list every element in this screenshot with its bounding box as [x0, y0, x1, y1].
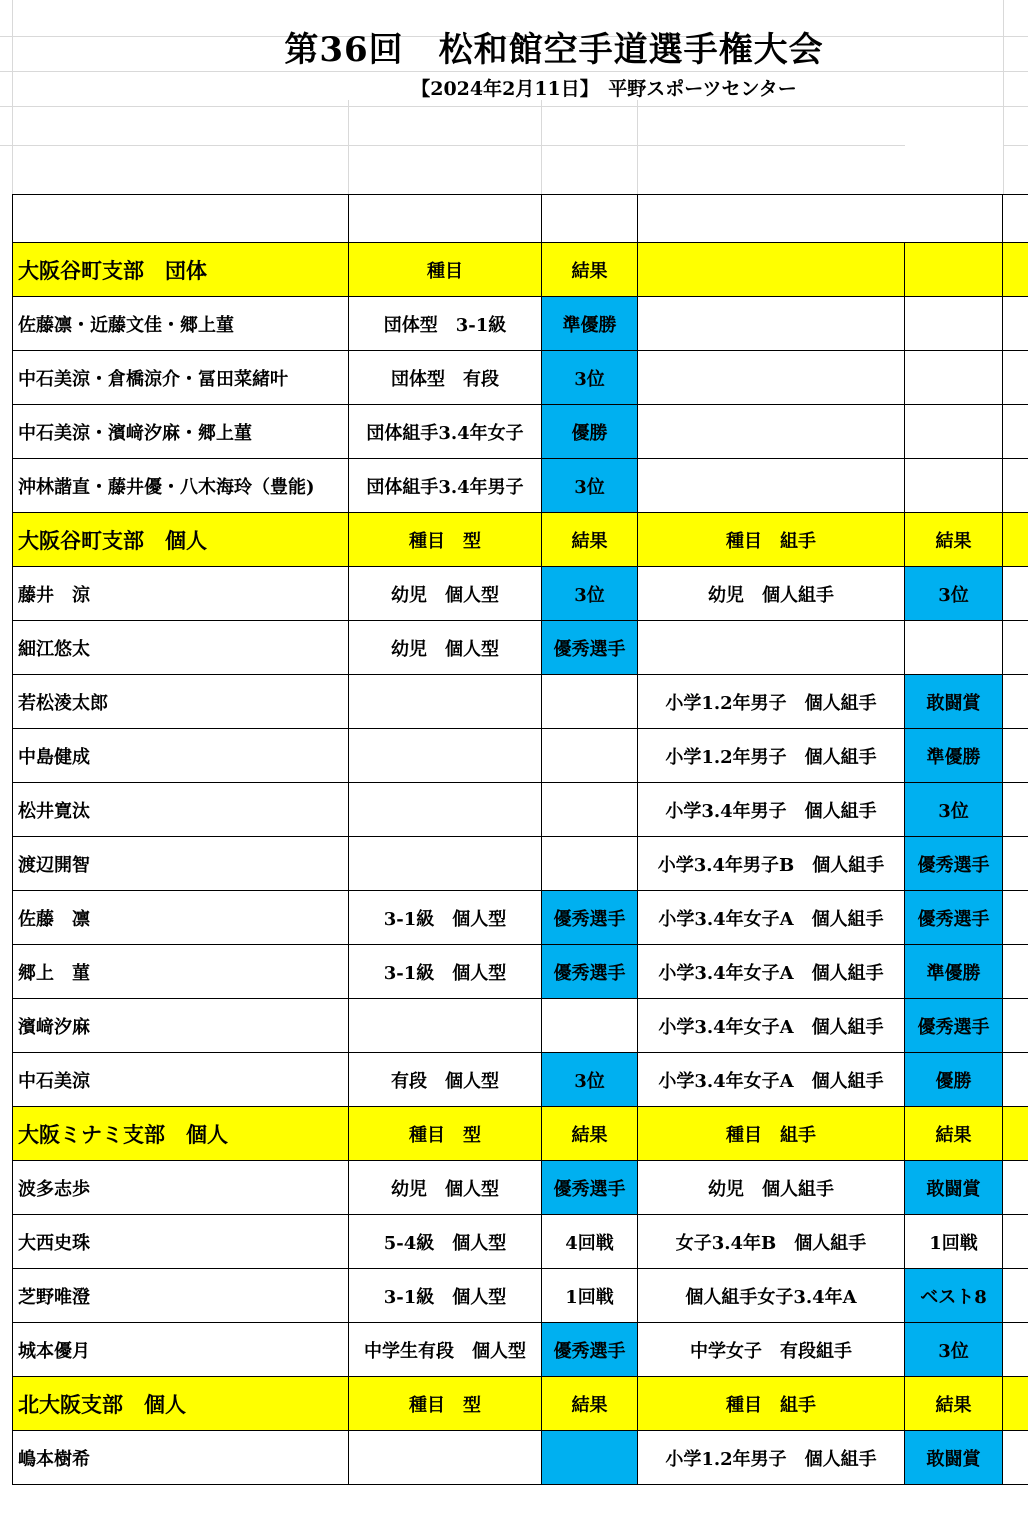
table-row	[13, 567, 1028, 621]
section-edge-cell	[1003, 1377, 1028, 1431]
kata-result	[542, 1431, 638, 1485]
kumite-event: 小学1.2年男子 個人組手	[638, 1431, 905, 1485]
row-edge-cell	[1003, 675, 1028, 729]
kata-event	[349, 675, 542, 729]
kumite-result: 3位	[905, 567, 1003, 621]
kata-result	[542, 999, 638, 1053]
competitor-name: 嶋本樹希	[13, 1431, 349, 1485]
section-title: 大阪谷町支部 個人	[13, 513, 349, 567]
header-kata-result: 結果	[542, 243, 638, 297]
kata-result: 優秀選手	[542, 1161, 638, 1215]
table-row	[13, 351, 1028, 405]
competitor-name: 佐藤凛・近藤文佳・郷上菫	[13, 297, 349, 351]
table-row	[13, 459, 1028, 513]
table-row	[13, 945, 1028, 999]
kata-event: 中学生有段 個人型	[349, 1323, 542, 1377]
header-kata-result: 結果	[542, 1377, 638, 1431]
row-edge-cell	[1003, 729, 1028, 783]
competitor-name: 藤井 涼	[13, 567, 349, 621]
table-row	[13, 783, 1028, 837]
kata-result: 準優勝	[542, 297, 638, 351]
kata-event: 3-1級 個人型	[349, 945, 542, 999]
competitor-name: 郷上 菫	[13, 945, 349, 999]
competitor-name: 沖林諧直・藤井優・八木海玲（豊能)	[13, 459, 349, 513]
kumite-event	[638, 405, 905, 459]
kumite-event	[638, 621, 905, 675]
header-kata-event: 種目 型	[349, 513, 542, 567]
kata-event	[349, 999, 542, 1053]
competitor-name: 波多志歩	[13, 1161, 349, 1215]
kumite-event: 幼児 個人組手	[638, 567, 905, 621]
kata-event: 幼児 個人型	[349, 567, 542, 621]
section-edge-cell	[1003, 513, 1028, 567]
kumite-event: 小学3.4年女子A 個人組手	[638, 945, 905, 999]
kumite-event	[638, 459, 905, 513]
section-header-row	[13, 1107, 1028, 1161]
section-header-row	[13, 1377, 1028, 1431]
kata-result	[542, 675, 638, 729]
kata-result: 優秀選手	[542, 1323, 638, 1377]
competitor-name: 城本優月	[13, 1323, 349, 1377]
blank-cell	[349, 195, 542, 243]
kumite-result: 優秀選手	[905, 999, 1003, 1053]
kumite-result: 準優勝	[905, 729, 1003, 783]
kata-event	[349, 837, 542, 891]
header-kumite-result	[905, 243, 1003, 297]
row-edge-cell	[1003, 1323, 1028, 1377]
kumite-result: 優秀選手	[905, 891, 1003, 945]
header-kumite-event: 種目 組手	[638, 1377, 905, 1431]
row-edge-cell	[1003, 459, 1028, 513]
row-edge-cell	[1003, 405, 1028, 459]
table-row	[13, 837, 1028, 891]
kumite-event: 小学1.2年男子 個人組手	[638, 675, 905, 729]
section-title: 北大阪支部 個人	[13, 1377, 349, 1431]
kumite-event: 幼児 個人組手	[638, 1161, 905, 1215]
row-edge-cell	[1003, 837, 1028, 891]
kata-result	[542, 837, 638, 891]
kata-event	[349, 729, 542, 783]
kata-event: 3-1級 個人型	[349, 891, 542, 945]
page-title: 第36回 松和館空手道選手権大会	[284, 30, 824, 70]
kumite-result: 敢闘賞	[905, 1161, 1003, 1215]
kumite-result: 3位	[905, 783, 1003, 837]
kumite-event: 個人組手女子3.4年A	[638, 1269, 905, 1323]
kata-result: 4回戦	[542, 1215, 638, 1269]
row-edge-cell	[1003, 621, 1028, 675]
kata-result: 1回戦	[542, 1269, 638, 1323]
kata-event: 団体型 有段	[349, 351, 542, 405]
kumite-event: 小学3.4年男子B 個人組手	[638, 837, 905, 891]
row-edge-cell	[1003, 351, 1028, 405]
section-header-row	[13, 243, 1028, 297]
row-edge-cell	[1003, 1053, 1028, 1107]
kumite-result: 優勝	[905, 1053, 1003, 1107]
competitor-name: 中石美涼・倉橋涼介・冨田菜緒叶	[13, 351, 349, 405]
kumite-result: ベスト8	[905, 1269, 1003, 1323]
row-edge-cell	[1003, 1215, 1028, 1269]
table-row	[13, 1161, 1028, 1215]
competitor-name: 渡辺開智	[13, 837, 349, 891]
table-row	[13, 999, 1028, 1053]
row-edge-cell	[1003, 1431, 1028, 1485]
competitor-name: 芝野唯澄	[13, 1269, 349, 1323]
kata-event: 幼児 個人型	[349, 1161, 542, 1215]
table-row	[13, 1269, 1028, 1323]
competitor-name: 細江悠太	[13, 621, 349, 675]
row-edge-cell	[1003, 783, 1028, 837]
table-row	[13, 1431, 1028, 1485]
results-table	[12, 194, 1028, 1485]
kumite-event: 小学3.4年女子A 個人組手	[638, 1053, 905, 1107]
kumite-event: 小学1.2年男子 個人組手	[638, 729, 905, 783]
kumite-result	[905, 621, 1003, 675]
kata-event: 団体組手3.4年女子	[349, 405, 542, 459]
kumite-event: 中学女子 有段組手	[638, 1323, 905, 1377]
kata-result	[542, 729, 638, 783]
row-edge-cell	[1003, 1161, 1028, 1215]
section-edge-cell	[1003, 1107, 1028, 1161]
page-subtitle: 【2024年2月11日】 平野スポーツセンター	[411, 78, 797, 100]
header-kata-event: 種目 型	[349, 1377, 542, 1431]
blank-cell	[638, 195, 1003, 243]
kata-event	[349, 1431, 542, 1485]
kumite-event: 小学3.4年女子A 個人組手	[638, 891, 905, 945]
kata-result: 3位	[542, 567, 638, 621]
kata-result: 3位	[542, 1053, 638, 1107]
competitor-name: 濱﨑汐麻	[13, 999, 349, 1053]
kata-event	[349, 783, 542, 837]
kumite-result	[905, 459, 1003, 513]
competitor-name: 若松淩太郎	[13, 675, 349, 729]
header-kumite-result: 結果	[905, 1107, 1003, 1161]
blank-cell	[13, 195, 349, 243]
table-row	[13, 621, 1028, 675]
kumite-result: 3位	[905, 1323, 1003, 1377]
kumite-event	[638, 351, 905, 405]
header-kumite-event: 種目 組手	[638, 1107, 905, 1161]
section-edge-cell	[1003, 243, 1028, 297]
competitor-name: 中石美涼	[13, 1053, 349, 1107]
blank-cell	[542, 195, 638, 243]
table-row	[13, 297, 1028, 351]
kata-result: 優秀選手	[542, 891, 638, 945]
kumite-result	[905, 405, 1003, 459]
kata-result: 優秀選手	[542, 945, 638, 999]
section-title: 大阪谷町支部 団体	[13, 243, 349, 297]
row-edge-cell	[1003, 297, 1028, 351]
kata-result: 3位	[542, 459, 638, 513]
kata-result: 優秀選手	[542, 621, 638, 675]
table-row	[13, 891, 1028, 945]
competitor-name: 大西史珠	[13, 1215, 349, 1269]
blank-cell	[1003, 195, 1028, 243]
competitor-name: 佐藤 凛	[13, 891, 349, 945]
header-kumite-result: 結果	[905, 513, 1003, 567]
competitor-name: 松井寛汰	[13, 783, 349, 837]
table-row	[13, 1053, 1028, 1107]
header-kumite-result: 結果	[905, 1377, 1003, 1431]
kata-event: 5-4級 個人型	[349, 1215, 542, 1269]
kumite-result	[905, 297, 1003, 351]
header-kata-event: 種目 型	[349, 1107, 542, 1161]
kata-event: 団体型 3-1級	[349, 297, 542, 351]
kumite-event: 小学3.4年女子A 個人組手	[638, 999, 905, 1053]
header-kumite-event	[638, 243, 905, 297]
kumite-result: 敢闘賞	[905, 1431, 1003, 1485]
table-row	[13, 1323, 1028, 1377]
table-row	[13, 729, 1028, 783]
kumite-result	[905, 351, 1003, 405]
section-header-row	[13, 513, 1028, 567]
competitor-name: 中石美涼・濱﨑汐麻・郷上菫	[13, 405, 349, 459]
kata-event: 団体組手3.4年男子	[349, 459, 542, 513]
row-edge-cell	[1003, 567, 1028, 621]
section-title: 大阪ミナミ支部 個人	[13, 1107, 349, 1161]
kumite-result: 準優勝	[905, 945, 1003, 999]
kumite-result: 優秀選手	[905, 837, 1003, 891]
competitor-name: 中島健成	[13, 729, 349, 783]
row-edge-cell	[1003, 999, 1028, 1053]
header-kata-result: 結果	[542, 1107, 638, 1161]
kata-result	[542, 783, 638, 837]
row-edge-cell	[1003, 1269, 1028, 1323]
blank-row	[13, 195, 1028, 243]
kumite-result: 敢闘賞	[905, 675, 1003, 729]
kumite-event: 小学3.4年男子 個人組手	[638, 783, 905, 837]
kata-result: 3位	[542, 351, 638, 405]
row-edge-cell	[1003, 945, 1028, 999]
kumite-result: 1回戦	[905, 1215, 1003, 1269]
kata-event: 幼児 個人型	[349, 621, 542, 675]
table-row	[13, 405, 1028, 459]
header-kata-result: 結果	[542, 513, 638, 567]
kumite-event: 女子3.4年B 個人組手	[638, 1215, 905, 1269]
kata-result: 優勝	[542, 405, 638, 459]
row-edge-cell	[1003, 891, 1028, 945]
table-row	[13, 675, 1028, 729]
kata-event: 3-1級 個人型	[349, 1269, 542, 1323]
header-kata-event: 種目	[349, 243, 542, 297]
kata-event: 有段 個人型	[349, 1053, 542, 1107]
kumite-event	[638, 297, 905, 351]
header-kumite-event: 種目 組手	[638, 513, 905, 567]
table-row	[13, 1215, 1028, 1269]
